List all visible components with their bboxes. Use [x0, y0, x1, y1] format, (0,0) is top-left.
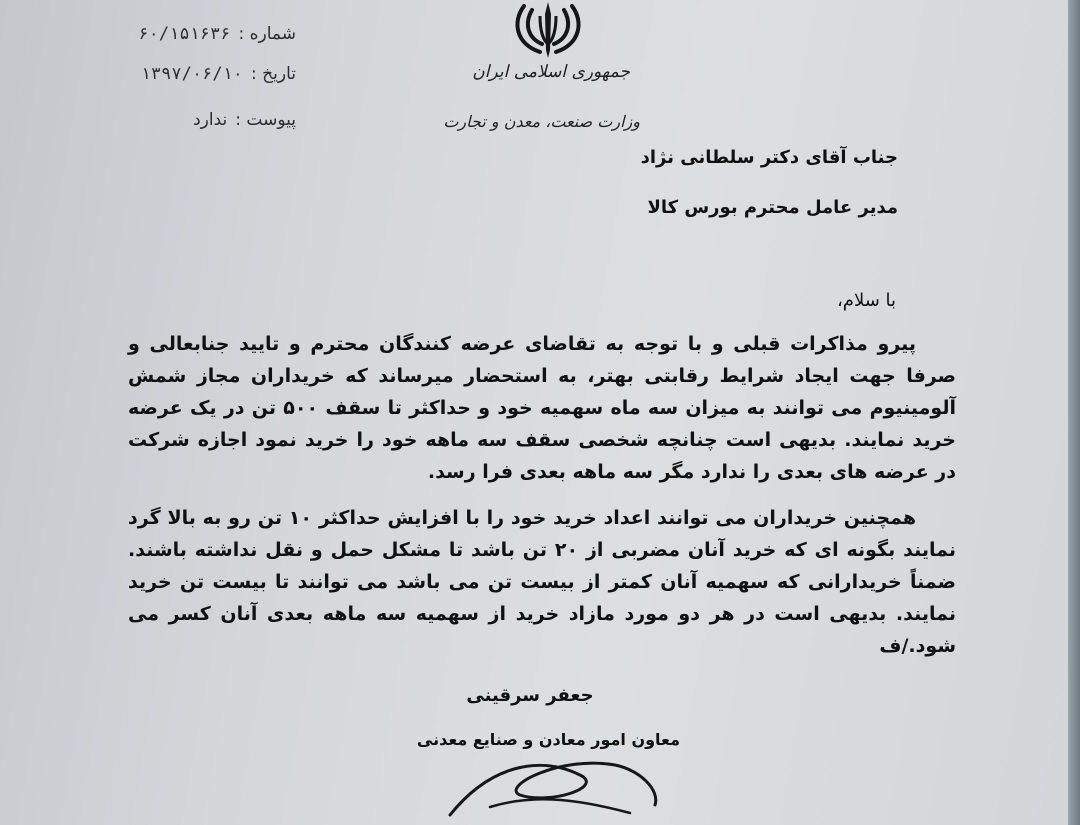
letter-attachment-value: ندارد: [193, 110, 228, 130]
body-paragraph-1: پیرو مذاکرات قبلی و با توجه به تقاضای عرضه کنندگان محترم و تایید جنابعالی و صرفا جهت ایجاد شرایط رقابتی بهتر، به استحضار میرساند که خریداران مجاز شمش آلومینیوم می توانند به میزان سه ماه سهمیه خود و حداکثر تا سقف ۵۰۰ تن در یک عرضه خرید نمایند. بدیهی است چنانچه شخصی سقف سه ماهه خود را خرید نمود اجازه شرکت در عرضه های بعدی را ندارد مگر سه ماهه بعدی فرا رسد.: [128, 333, 956, 483]
letter-number-label: شماره :: [238, 24, 296, 44]
letter-attachment: [100, 110, 296, 130]
letter-date-value: ۱۳۹۷/۰۶/۱۰: [140, 64, 244, 84]
greeting: با سلام،: [837, 290, 896, 311]
recipient-name: جناب آقای دکتر سلطانی نژاد: [640, 147, 898, 168]
handwritten-signature-icon: [430, 735, 670, 825]
ministry-name: وزارت صنعت، معدن و تجارت: [443, 112, 640, 131]
iran-emblem-icon: [510, 0, 586, 62]
letter-date: [100, 64, 296, 84]
recipient-title: مدیر عامل محترم بورس کالا: [647, 197, 898, 218]
letter-body: [128, 328, 956, 662]
letter-attachment-label: پیوست :: [235, 110, 296, 130]
country-name: جمهوری اسلامی ایران: [472, 62, 630, 82]
page-edge-shadow: [1068, 0, 1080, 825]
body-paragraph-2: همچنین خریداران می توانند اعداد خرید خود را با افزایش حداکثر ۱۰ تن رو به بالا گرد نمایند بگونه ای که خرید آنان مضربی از ۲۰ تن باشد تا مشکل حمل و نقل نداشته باشند. ضمناً خریدارانی که سهمیه آنان کمتر از بیست تن می باشد می توانند تا بیست تن خرید نمایند. بدیهی است در هر دو مورد مازاد خرید از سهمیه سه ماهه بعدی آنان کسر می شود./ف: [128, 507, 956, 657]
letter-number-value: ۶۰/۱۵۱۶۳۶: [138, 24, 231, 44]
letter-date-label: تاریخ :: [251, 64, 296, 84]
letterhead: [443, 0, 640, 140]
signatory-title: معاون امور معادن و صنایع معدنی: [416, 730, 680, 749]
letter-number: [100, 24, 296, 44]
signatory-name: جعفر سرقینی: [466, 685, 594, 706]
